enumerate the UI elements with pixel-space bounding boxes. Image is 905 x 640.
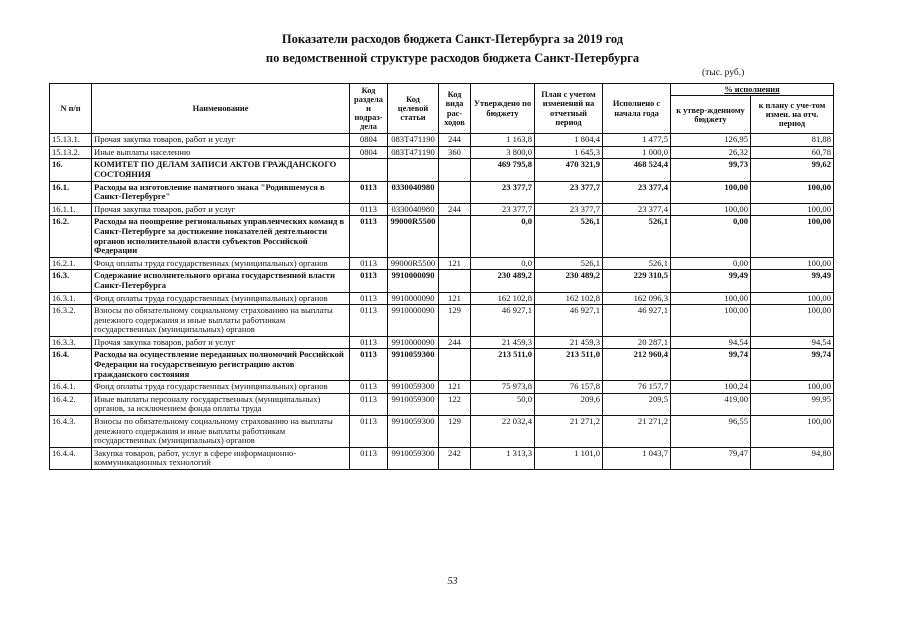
cell-section-code: 0113: [350, 181, 388, 203]
cell-pct-approved: 99,49: [671, 270, 751, 292]
cell-plan: 162 102,8: [535, 292, 603, 305]
cell-expense-type-code: [439, 159, 471, 181]
cell-name: Расходы на изготовление памятного знака "Родившемуся в Санкт-Петербурге": [92, 181, 350, 203]
cell-pct-plan: 94,54: [751, 336, 834, 349]
table-row: [50, 336, 834, 349]
cell-pct-plan: 100,00: [751, 416, 834, 448]
cell-pct-approved: 126,95: [671, 134, 751, 147]
cell-pct-plan: 100,00: [751, 203, 834, 216]
cell-num: 16.3.: [50, 270, 92, 292]
cell-name: Фонд оплаты труда государственных (муниципальных) органов: [92, 257, 350, 270]
cell-pct-approved: 419,00: [671, 393, 751, 415]
table-row: [50, 270, 834, 292]
cell-pct-approved: 94,54: [671, 336, 751, 349]
cell-approved: 162 102,8: [471, 292, 535, 305]
table-row: [50, 134, 834, 147]
cell-name: КОМИТЕТ ПО ДЕЛАМ ЗАПИСИ АКТОВ ГРАЖДАНСКОГО СОСТОЯНИЯ: [92, 159, 350, 181]
cell-num: 16.4.: [50, 349, 92, 381]
cell-pct-plan: 100,00: [751, 216, 834, 257]
cell-pct-approved: 96,55: [671, 416, 751, 448]
cell-pct-approved: 26,32: [671, 146, 751, 159]
cell-section-code: 0113: [350, 381, 388, 394]
cell-name: Прочая закупка товаров, работ и услуг: [92, 203, 350, 216]
cell-plan: 23 377,7: [535, 203, 603, 216]
table-row: [50, 216, 834, 257]
cell-executed: 46 927,1: [603, 305, 671, 337]
table-row: [50, 416, 834, 448]
header-num: N п/п: [50, 84, 92, 134]
cell-pct-approved: 0,00: [671, 216, 751, 257]
cell-approved: 23 377,7: [471, 203, 535, 216]
cell-expense-type-code: 129: [439, 305, 471, 337]
cell-target-code: 9910059300: [388, 349, 439, 381]
cell-executed: 1 477,5: [603, 134, 671, 147]
cell-pct-plan: 100,00: [751, 292, 834, 305]
cell-name: Расходы на поощрение региональных управленческих команд в Санкт-Петербурге за достижение показателей деятельности органов исполнительной власти субъектов Российской Федерации: [92, 216, 350, 257]
cell-num: 16.3.3.: [50, 336, 92, 349]
cell-name: Прочая закупка товаров, работ и услуг: [92, 134, 350, 147]
cell-plan: 1 804,4: [535, 134, 603, 147]
cell-name: Взносы по обязательному социальному страхованию на выплаты денежного содержания и иные выплаты работникам государственных (муниципальных) органов: [92, 305, 350, 337]
cell-approved: 469 795,8: [471, 159, 535, 181]
cell-executed: 1 000,0: [603, 146, 671, 159]
cell-plan: 209,6: [535, 393, 603, 415]
cell-pct-plan: 60,78: [751, 146, 834, 159]
cell-plan: 23 377,7: [535, 181, 603, 203]
cell-pct-plan: 100,00: [751, 381, 834, 394]
cell-section-code: [350, 159, 388, 181]
table-row: [50, 447, 834, 469]
header-pct-plan: к плану с уче-том измен. на отч. период: [751, 96, 834, 134]
cell-section-code: 0804: [350, 134, 388, 147]
cell-plan: 230 489,2: [535, 270, 603, 292]
cell-section-code: 0113: [350, 416, 388, 448]
cell-expense-type-code: 122: [439, 393, 471, 415]
cell-pct-plan: 99,49: [751, 270, 834, 292]
cell-approved: 75 973,8: [471, 381, 535, 394]
cell-target-code: 083Т471190: [388, 146, 439, 159]
cell-pct-approved: 99,74: [671, 349, 751, 381]
cell-executed: 23 377,4: [603, 203, 671, 216]
cell-pct-plan: 100,00: [751, 305, 834, 337]
cell-pct-approved: 99,73: [671, 159, 751, 181]
cell-name: Закупка товаров, работ, услуг в сфере информационно-коммуникационных технологий: [92, 447, 350, 469]
cell-executed: 23 377,4: [603, 181, 671, 203]
header-section-code: Код раздела и подраз-дела: [350, 84, 388, 134]
table-row: [50, 381, 834, 394]
cell-section-code: 0113: [350, 305, 388, 337]
cell-name: Содержание исполнительного органа государственной власти Санкт-Петербурга: [92, 270, 350, 292]
cell-target-code: [388, 159, 439, 181]
cell-target-code: 9910059300: [388, 393, 439, 415]
header-expense-type-code: Код вида рас-ходов: [439, 84, 471, 134]
cell-plan: 21 459,3: [535, 336, 603, 349]
cell-expense-type-code: [439, 216, 471, 257]
cell-expense-type-code: 121: [439, 381, 471, 394]
cell-target-code: 99000R5500: [388, 216, 439, 257]
cell-pct-approved: 100,00: [671, 292, 751, 305]
cell-name: Фонд оплаты труда государственных (муниципальных) органов: [92, 292, 350, 305]
table-row: [50, 349, 834, 381]
cell-pct-approved: 79,47: [671, 447, 751, 469]
cell-num: 16.2.1.: [50, 257, 92, 270]
cell-target-code: 0330040980: [388, 181, 439, 203]
cell-executed: 20 287,1: [603, 336, 671, 349]
cell-pct-plan: 100,00: [751, 257, 834, 270]
header-target-code: Код целевой статьи: [388, 84, 439, 134]
cell-pct-plan: 99,74: [751, 349, 834, 381]
cell-section-code: 0804: [350, 146, 388, 159]
cell-executed: 1 043,7: [603, 447, 671, 469]
cell-plan: 213 511,0: [535, 349, 603, 381]
cell-pct-approved: 100,00: [671, 203, 751, 216]
cell-pct-plan: 99,62: [751, 159, 834, 181]
cell-num: 16.1.: [50, 181, 92, 203]
table-body: [50, 134, 834, 470]
cell-pct-plan: 100,00: [751, 181, 834, 203]
cell-name: Взносы по обязательному социальному страхованию на выплаты денежного содержания и иные выплаты работникам государственных (муниципальных) органов: [92, 416, 350, 448]
cell-approved: 22 032,4: [471, 416, 535, 448]
cell-pct-plan: 81,88: [751, 134, 834, 147]
cell-target-code: 9910000090: [388, 292, 439, 305]
table-row: [50, 203, 834, 216]
cell-name: Иные выплаты населению: [92, 146, 350, 159]
cell-plan: 526,1: [535, 216, 603, 257]
cell-target-code: 0330040980: [388, 203, 439, 216]
cell-expense-type-code: 121: [439, 292, 471, 305]
table-row: [50, 146, 834, 159]
cell-approved: 21 459,3: [471, 336, 535, 349]
cell-pct-approved: 0,00: [671, 257, 751, 270]
cell-num: 16.3.1.: [50, 292, 92, 305]
cell-plan: 1 101,0: [535, 447, 603, 469]
cell-expense-type-code: 244: [439, 134, 471, 147]
cell-expense-type-code: [439, 181, 471, 203]
cell-expense-type-code: 121: [439, 257, 471, 270]
cell-expense-type-code: 244: [439, 336, 471, 349]
page-subtitle: по ведомственной структуре расходов бюджета Санкт-Петербурга: [265, 51, 640, 65]
cell-target-code: 9910059300: [388, 381, 439, 394]
cell-pct-plan: 94,80: [751, 447, 834, 469]
cell-name: Иные выплаты персоналу государственных (муниципальных) органов, за исключением фонда оплаты труда: [92, 393, 350, 415]
cell-target-code: 9910000090: [388, 270, 439, 292]
page-number: 53: [447, 576, 458, 587]
cell-executed: 162 096,3: [603, 292, 671, 305]
header-approved: Утверждено по бюджету: [471, 84, 535, 134]
cell-approved: 230 489,2: [471, 270, 535, 292]
cell-section-code: 0113: [350, 292, 388, 305]
header-pct-group: % исполнения: [671, 84, 834, 96]
cell-section-code: 0113: [350, 393, 388, 415]
cell-executed: 212 960,4: [603, 349, 671, 381]
cell-pct-approved: 100,24: [671, 381, 751, 394]
cell-num: 16.4.1.: [50, 381, 92, 394]
table-row: [50, 159, 834, 181]
cell-name: Прочая закупка товаров, работ и услуг: [92, 336, 350, 349]
cell-num: 16.1.1.: [50, 203, 92, 216]
cell-section-code: 0113: [350, 257, 388, 270]
cell-expense-type-code: 129: [439, 416, 471, 448]
cell-num: 16.2.: [50, 216, 92, 257]
cell-pct-approved: 100,00: [671, 305, 751, 337]
budget-table: [49, 83, 834, 470]
cell-expense-type-code: [439, 349, 471, 381]
cell-expense-type-code: [439, 270, 471, 292]
cell-section-code: 0113: [350, 216, 388, 257]
cell-executed: 209,5: [603, 393, 671, 415]
page-title: Показатели расходов бюджета Санкт-Петербурга за 2019 год: [281, 32, 624, 46]
cell-executed: 76 157,7: [603, 381, 671, 394]
cell-executed: 526,1: [603, 257, 671, 270]
units-label: (тыс. руб.): [702, 68, 745, 78]
cell-expense-type-code: 244: [439, 203, 471, 216]
cell-num: 15.13.2.: [50, 146, 92, 159]
cell-plan: 76 157,8: [535, 381, 603, 394]
cell-approved: 1 313,3: [471, 447, 535, 469]
cell-approved: 3 800,0: [471, 146, 535, 159]
header-plan: План с учетом изменений на отчетный период: [535, 84, 603, 134]
cell-approved: 1 163,8: [471, 134, 535, 147]
cell-section-code: 0113: [350, 447, 388, 469]
cell-target-code: 9910000090: [388, 305, 439, 337]
cell-plan: 21 271,2: [535, 416, 603, 448]
cell-plan: 470 321,9: [535, 159, 603, 181]
cell-executed: 21 271,2: [603, 416, 671, 448]
header-pct-approved: к утвер-жденному бюджету: [671, 96, 751, 134]
cell-plan: 1 645,3: [535, 146, 603, 159]
cell-expense-type-code: 360: [439, 146, 471, 159]
cell-target-code: 9910059300: [388, 416, 439, 448]
cell-target-code: 083Т471190: [388, 134, 439, 147]
cell-num: 16.4.3.: [50, 416, 92, 448]
table-row: [50, 393, 834, 415]
table-row: [50, 292, 834, 305]
cell-section-code: 0113: [350, 336, 388, 349]
header-executed: Исполнено с начала года: [603, 84, 671, 134]
cell-executed: 526,1: [603, 216, 671, 257]
cell-approved: 23 377,7: [471, 181, 535, 203]
cell-plan: 526,1: [535, 257, 603, 270]
cell-section-code: 0113: [350, 270, 388, 292]
table-row: [50, 305, 834, 337]
cell-target-code: 9910059300: [388, 447, 439, 469]
cell-num: 15.13.1.: [50, 134, 92, 147]
cell-target-code: 9910000090: [388, 336, 439, 349]
cell-approved: 213 511,0: [471, 349, 535, 381]
table-row: [50, 181, 834, 203]
cell-approved: 0,0: [471, 216, 535, 257]
cell-plan: 46 927,1: [535, 305, 603, 337]
cell-target-code: 99000R5500: [388, 257, 439, 270]
cell-name: Расходы на осуществление переданных полномочий Российской Федерации на государственную регистрацию актов гражданского состояния: [92, 349, 350, 381]
cell-executed: 229 310,5: [603, 270, 671, 292]
cell-approved: 46 927,1: [471, 305, 535, 337]
cell-num: 16.4.4.: [50, 447, 92, 469]
cell-approved: 50,0: [471, 393, 535, 415]
cell-approved: 0,0: [471, 257, 535, 270]
cell-num: 16.3.2.: [50, 305, 92, 337]
cell-expense-type-code: 242: [439, 447, 471, 469]
cell-executed: 468 524,4: [603, 159, 671, 181]
cell-pct-plan: 99,95: [751, 393, 834, 415]
cell-name: Фонд оплаты труда государственных (муниципальных) органов: [92, 381, 350, 394]
cell-section-code: 0113: [350, 203, 388, 216]
cell-section-code: 0113: [350, 349, 388, 381]
cell-num: 16.: [50, 159, 92, 181]
cell-pct-approved: 100,00: [671, 181, 751, 203]
cell-num: 16.4.2.: [50, 393, 92, 415]
table-row: [50, 257, 834, 270]
header-name: Наименование: [92, 84, 350, 134]
